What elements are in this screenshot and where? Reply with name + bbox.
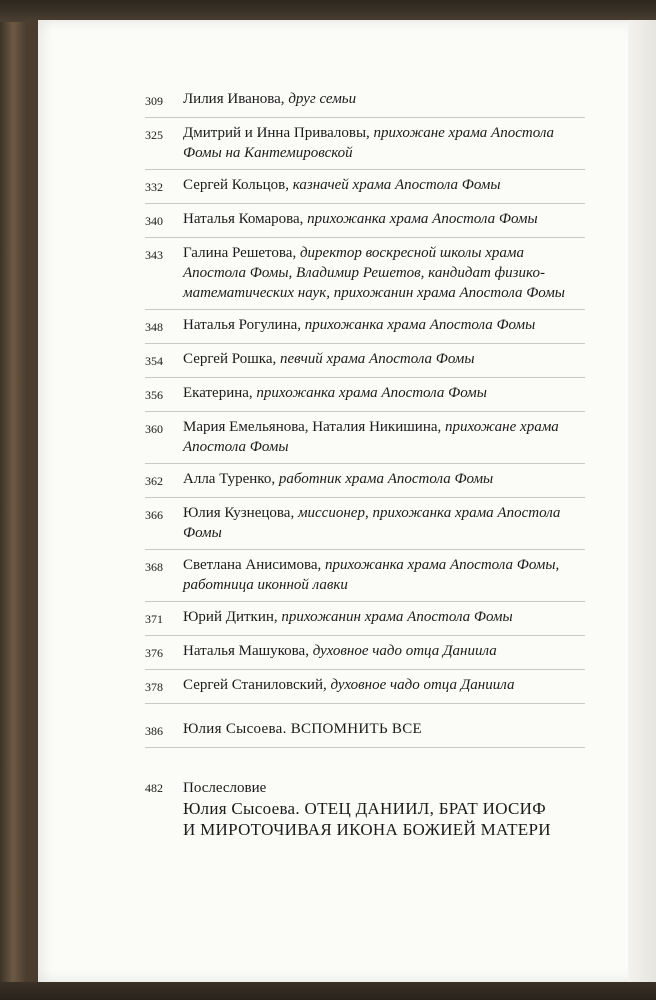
toc-entry-text [183, 175, 585, 195]
toc-page-number: 362 [145, 474, 163, 488]
toc-page-number: 332 [145, 180, 163, 194]
toc-page-number: 368 [145, 560, 163, 574]
afterword-title-line-2: И МИРОТОЧИВАЯ ИКОНА БОЖИЕЙ МАТЕРИ [183, 820, 551, 839]
toc-entry [145, 118, 585, 170]
toc-entry [145, 310, 585, 344]
toc-page-number: 360 [145, 422, 163, 436]
toc-entry-text [183, 417, 585, 457]
toc-entry-text [183, 243, 585, 303]
author-name: Галина Решетова, [183, 245, 300, 261]
afterword-label: Послесловие [183, 780, 267, 796]
toc-entry [145, 170, 585, 204]
toc-page-number: 386 [145, 724, 163, 738]
toc-entry [145, 238, 585, 310]
toc-page-number: 482 [145, 781, 163, 795]
toc-entry [145, 204, 585, 238]
author-name: Наталья Рогулина, [183, 317, 305, 333]
toc-page-number: 348 [145, 320, 163, 334]
author-role: работник храма Апостола Фомы [278, 471, 494, 487]
toc-entry [145, 636, 585, 670]
author-name: Екатерина, [183, 385, 257, 401]
author-role: певчий храма Апостола Фомы [279, 351, 475, 367]
toc-entry-text [183, 641, 585, 661]
toc-entry [145, 498, 585, 550]
toc-entry-text [183, 123, 585, 163]
toc-entry-text [183, 503, 585, 543]
author-name: Сергей Кольцов, [183, 177, 293, 193]
toc-page-number: 356 [145, 388, 163, 402]
author-role: прихожанка храма Апостола Фомы, работница иконной лавки [183, 557, 560, 593]
author-name: Юрий Диткин, [183, 609, 282, 625]
author-role: прихожанка храма Апостола Фомы [304, 317, 536, 333]
toc-entry [145, 602, 585, 636]
toc-page-number: 309 [145, 94, 163, 108]
toc-page-number: 378 [145, 680, 163, 694]
toc-entry-text [183, 89, 585, 109]
author-name: Дмитрий и Инна Приваловы, [183, 125, 374, 141]
author-name: Сергей Станиловский, [183, 677, 331, 693]
author-role: духовное чадо отца Даниила [330, 677, 515, 693]
author-name: Юлия Кузнецова, [183, 505, 298, 521]
toc-entry-text [183, 675, 585, 695]
toc-entry [145, 84, 585, 118]
author-role: прихожане храма Апостола Фомы на Кантемировской [183, 125, 555, 161]
author-role: друг семьи [288, 91, 357, 107]
book-cover-bottom [0, 982, 656, 1000]
toc-afterword [145, 778, 585, 840]
toc-entry [145, 464, 585, 498]
afterword-title-line-1: Юлия Сысоева. ОТЕЦ ДАНИИЛ, БРАТ ИОСИФ [183, 799, 546, 818]
toc-page-number: 343 [145, 248, 163, 262]
toc-entry-text [183, 349, 585, 369]
author-role: прихожанка храма Апостола Фомы [256, 385, 487, 401]
toc-entries [145, 84, 585, 704]
page-edge [628, 20, 656, 982]
toc-entry-text [183, 383, 585, 403]
toc-entry-text [183, 555, 585, 595]
author-role: директор воскресной школы храма Апостола Фомы, Владимир Решетов, кандидат физико-математических наук, прихожанин храма Апостола Фомы [183, 245, 565, 301]
author-role: духовное чадо отца Даниила [312, 643, 497, 659]
toc-entry [145, 344, 585, 378]
toc-entry-text [183, 607, 585, 627]
author-name: Лилия Иванова, [183, 91, 289, 107]
toc-page-number: 354 [145, 354, 163, 368]
author-role: прихожанин храма Апостола Фомы [281, 609, 513, 625]
author-role: прихожане храма Апостола Фомы [183, 419, 559, 455]
author-name: Мария Емельянова, Наталия Никишина, [183, 419, 446, 435]
author-role: казначей храма Апостола Фомы [292, 177, 501, 193]
toc-entry [145, 550, 585, 602]
toc-page-number: 366 [145, 508, 163, 522]
toc-entry-text [183, 469, 585, 489]
toc-page-number: 376 [145, 646, 163, 660]
toc-entry-text [183, 209, 585, 229]
author-role: миссионер, прихожанка храма Апостола Фомы [183, 505, 561, 541]
toc-page-number: 325 [145, 128, 163, 142]
toc-entry-main [145, 714, 585, 748]
toc-entry-title: Юлия Сысоева. ВСПОМНИТЬ ВСЕ [183, 721, 422, 737]
toc-entry [145, 412, 585, 464]
toc-page-number: 371 [145, 612, 163, 626]
toc-entry [145, 670, 585, 704]
author-name: Наталья Комарова, [183, 211, 308, 227]
book-cover-top [0, 0, 656, 22]
author-name: Наталья Машукова, [183, 643, 313, 659]
toc-entry [145, 378, 585, 412]
toc-page-number: 340 [145, 214, 163, 228]
author-name: Алла Туренко, [183, 471, 279, 487]
author-name: Сергей Рошка, [183, 351, 280, 367]
table-of-contents [145, 84, 585, 840]
toc-entry-text [183, 315, 585, 335]
author-role: прихожанка храма Апостола Фомы [307, 211, 538, 227]
author-name: Светлана Анисимова, [183, 557, 326, 573]
